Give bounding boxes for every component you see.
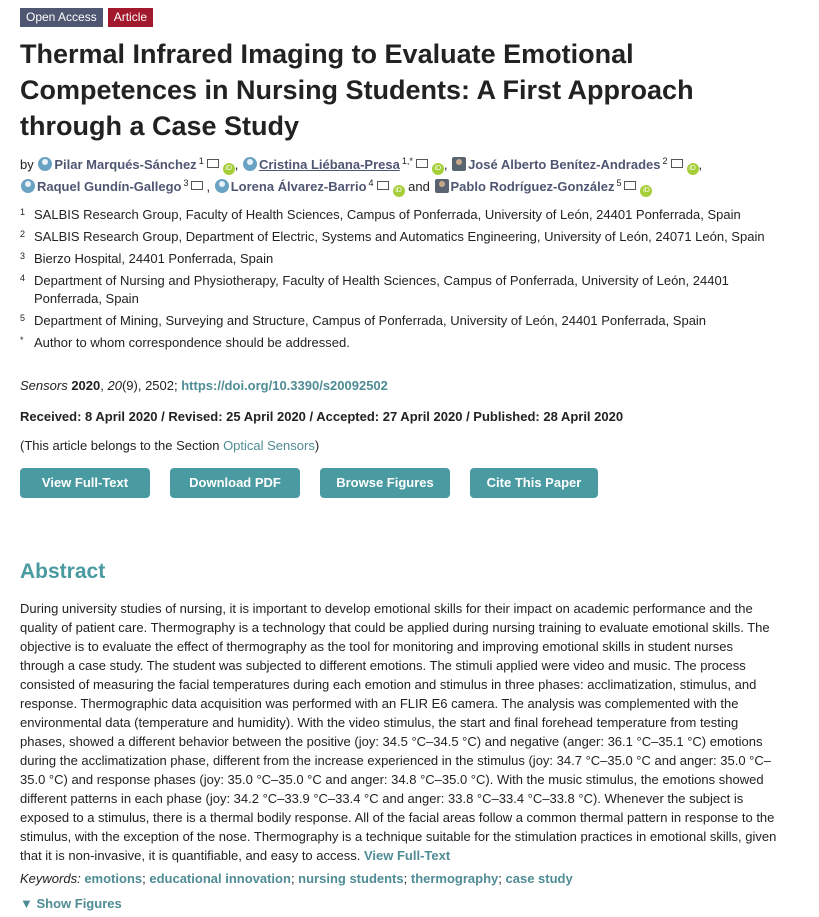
orcid-icon[interactable]: iD — [687, 163, 699, 175]
author-photo-icon — [452, 157, 466, 171]
author-list: by Pilar Marqués-Sánchez $^1$iD , Cristina Liébana-Presa $^{1,*}$iD , José Alberto Benítez-Andrades $^2$iD , Raquel Gundín-Gallego $^3$ , Lorena Álvarez-Barrio $^4$iD and Pablo Rodríguez-González $^5$iD — [20, 154, 790, 198]
author-avatar-icon — [38, 157, 52, 171]
section-suffix: ) — [314, 438, 320, 453]
author-link[interactable]: Pilar Marqués-Sánchez — [54, 157, 197, 172]
view-full-text-button[interactable]: View Full-Text — [20, 468, 150, 498]
citation-volume: 20 — [107, 378, 122, 393]
cite-paper-button[interactable]: Cite This Paper — [470, 468, 598, 498]
affiliation-text: Department of Nursing and Physiotherapy, Faculty of Health Sciences, Campus of Ponferrada, University of León, 24401 Ponferrada, Spain — [34, 273, 729, 306]
mail-icon[interactable] — [191, 181, 203, 190]
by-label: by — [20, 157, 34, 172]
affiliation-item — [20, 312, 790, 330]
author-link[interactable]: Pablo Rodríguez-González — [450, 179, 615, 194]
author-sup: 1,* — [401, 155, 413, 166]
article-type-badge: Article — [108, 8, 153, 27]
mail-icon[interactable] — [377, 181, 389, 190]
keyword-link[interactable]: nursing students — [298, 871, 404, 886]
citation-year: 2020 — [71, 378, 101, 393]
section-prefix: (This article belongs to the Section — [20, 438, 220, 453]
section-note — [20, 438, 319, 453]
and-label: and — [408, 179, 430, 194]
abstract-full-text-link[interactable]: View Full-Text — [363, 848, 451, 863]
affiliation-item — [20, 272, 790, 308]
citation-line: Sensors 2020, 20(9), 2502; https://doi.org/10.3390/s20092502 — [20, 378, 388, 393]
keywords: Keywords: emotions; educational innovation; nursing students; thermography; case study — [20, 871, 573, 886]
publication-dates: Received: 8 April 2020 / Revised: 25 April 2020 / Accepted: 27 April 2020 / Published: 28 April 2020 — [20, 409, 624, 424]
affiliation-text: SALBIS Research Group, Faculty of Health Sciences, Campus of Ponferrada, University of León, 24401 Ponferrada, Spain — [34, 207, 741, 222]
affiliation-item — [20, 206, 790, 224]
author-sup: 4 — [368, 177, 374, 188]
keyword-link[interactable]: educational innovation — [149, 871, 291, 886]
browse-figures-button[interactable]: Browse Figures — [320, 468, 450, 498]
orcid-icon[interactable]: iD — [640, 185, 652, 197]
citation-issue-pages: (9), 2502; — [121, 378, 178, 393]
affiliation-number: 1 — [20, 207, 26, 217]
author-sup: 2 — [662, 155, 668, 166]
keywords-label: Keywords: — [20, 871, 81, 886]
author-link[interactable]: Raquel Gundín-Gallego — [37, 179, 182, 194]
affiliations — [20, 206, 790, 356]
affiliation-number: 2 — [20, 229, 26, 239]
keyword-link[interactable]: case study — [505, 871, 573, 886]
affiliation-text: Department of Mining, Surveying and Structure, Campus of Ponferrada, University of León, 24401 Ponferrada, Spain — [34, 313, 707, 328]
author-sup: 1 — [198, 155, 204, 166]
abstract-text-block — [20, 599, 780, 865]
author-avatar-icon — [215, 179, 229, 193]
open-access-badge[interactable]: Open Access — [20, 8, 103, 27]
article-badges — [20, 8, 153, 27]
author-sup: 5 — [616, 177, 622, 188]
mail-icon[interactable] — [671, 159, 683, 168]
section-link[interactable]: Optical Sensors — [223, 438, 315, 453]
keyword-link[interactable]: thermography — [410, 871, 499, 886]
author-avatar-icon — [243, 157, 257, 171]
orcid-icon[interactable]: iD — [393, 185, 405, 197]
affiliation-number: 4 — [20, 273, 26, 283]
author-link[interactable]: José Alberto Benítez-Andrades — [468, 157, 661, 172]
download-pdf-button[interactable]: Download PDF — [170, 468, 300, 498]
affiliation-number: 3 — [20, 251, 26, 261]
journal-name: Sensors — [20, 378, 68, 393]
abstract-text: During university studies of nursing, it is important to develop emotional skills for their impact on academic performance and the quality of patient care. Thermography is a technology that could be applied during nursing training to evaluate emotional skills. The objective is to evaluate the effect of thermography as the tool for monitoring and improving emotional skills in student nurses through a case study. The student was subjected to different emotions. The stimuli applied were video and music. The process consisted of measuring the facial temperatures during each emotion and stimulus in three phases: acclimatization, stimulus, and response. Thermographic data acquisition was performed with an FLIR E6 camera. The analysis was complemented with the environmental data (temperature and humidity). With the video stimulus, the start and final forehead temperature from testing phases, showed a different behavior between the positive (joy: 34.5 °C–34.5 °C) and negative (anger: 36.1 °C–35.1 °C) emotions during the acclimatization phase, different from the increase experienced in the stimulus (joy: 34.7 °C–35.0 °C and anger: 35.0 °C–35.0 °C) and response phases (joy: 35.0 °C–35.0 °C and anger: 34.8 °C–35.0 °C). With the music stimulus, the emotions showed different patterns in each phase (joy: 34.2 °C–33.9 °C–33.4 °C and anger: 33.8 °C–33.4 °C–33.8 °C). Whenever the subject is exposed to a stimulus, there is a thermal bodily response. All of the facial areas follow a common thermal pattern in response to the stimulus, with the exception of the nose. Thermography is a technique suitable for the stimulation practices in emotional skills, given that it is non-invasive, it is quantifiable, and easy to access. — [20, 601, 777, 863]
author-avatar-icon — [21, 179, 35, 193]
author-link[interactable]: Cristina Liébana-Presa — [258, 157, 400, 172]
affiliation-number: * — [20, 335, 24, 345]
affiliation-number: 5 — [20, 313, 26, 323]
affiliation-text: Bierzo Hospital, 24401 Ponferrada, Spain — [34, 251, 274, 266]
author-sup: 3 — [183, 177, 189, 188]
affiliation-item — [20, 250, 790, 268]
author-link[interactable]: Lorena Álvarez-Barrio — [230, 179, 367, 194]
orcid-icon[interactable]: iD — [432, 163, 444, 175]
affiliation-item — [20, 228, 790, 246]
affiliation-text: SALBIS Research Group, Department of Electric, Systems and Automatics Engineering, University of León, 24071 León, Spain — [34, 229, 765, 244]
doi-link[interactable]: https://doi.org/10.3390/s20092502 — [181, 378, 388, 393]
show-figures-toggle[interactable]: ▼ Show Figures — [20, 896, 122, 911]
abstract-heading: Abstract — [20, 560, 106, 583]
mail-icon[interactable] — [624, 181, 636, 190]
mail-icon[interactable] — [416, 159, 428, 168]
article-title: Thermal Infrared Imaging to Evaluate Emotional Competences in Nursing Students: A First Approach through a Case Study — [20, 39, 694, 141]
keyword-link[interactable]: emotions — [84, 871, 143, 886]
author-photo-icon — [435, 179, 449, 193]
affiliation-item — [20, 334, 790, 352]
action-buttons — [20, 468, 598, 498]
affiliation-text: Author to whom correspondence should be addressed. — [34, 335, 350, 350]
mail-icon[interactable] — [207, 159, 219, 168]
orcid-icon[interactable]: iD — [223, 163, 235, 175]
